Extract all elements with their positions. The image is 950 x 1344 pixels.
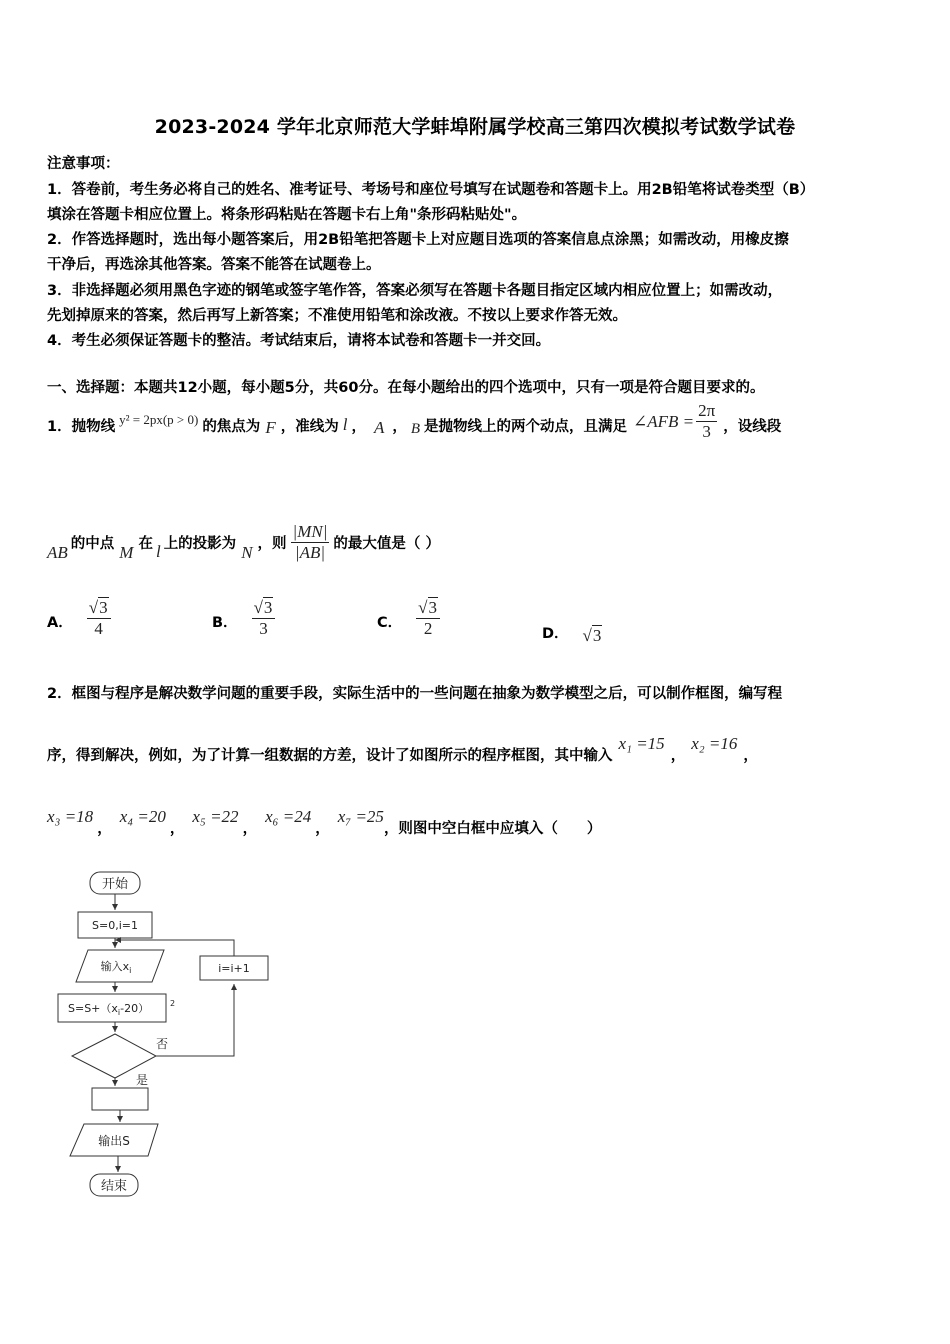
- option-b-radicand: 3: [263, 598, 273, 617]
- option-d-radicand: 3: [592, 625, 602, 645]
- q1-text: 上的投影为: [163, 535, 237, 552]
- q1-angle-AFB: ∠AFB =: [633, 412, 695, 431]
- q1-focus-F: F: [265, 418, 276, 437]
- q1-text: ，: [392, 418, 407, 435]
- option-a-radicand: 3: [99, 598, 108, 617]
- q1-text: ，准线为: [280, 418, 339, 435]
- flow-update-post: -20）: [120, 1002, 150, 1015]
- flow-end-label: 结束: [100, 1179, 128, 1194]
- q1-directrix-l: l: [155, 542, 161, 561]
- flow-no-label: 否: [156, 1037, 169, 1051]
- q2-x3: x₃ =18: [47, 807, 94, 826]
- flow-input-label: [101, 959, 132, 975]
- option-c[interactable]: [377, 598, 440, 639]
- flow-yes-label: 是: [136, 1073, 149, 1087]
- q1-text: 的焦点为: [202, 418, 261, 435]
- q1-projection-N: N: [241, 543, 253, 562]
- q2-separator: ，: [242, 820, 258, 837]
- flow-decision-diamond: [72, 1034, 156, 1078]
- flow-increment-label: i=i+1: [218, 962, 250, 975]
- option-d[interactable]: [542, 622, 602, 643]
- q1-text: ，则: [257, 535, 287, 552]
- notice-heading: 注意事项：: [47, 156, 120, 172]
- q1-point-A: A: [373, 418, 385, 437]
- flow-update-subscript: i: [117, 1008, 121, 1017]
- question-2-line-2: [47, 730, 758, 766]
- question-2-line-3: [47, 803, 601, 839]
- q1-directrix-l: l: [342, 415, 348, 434]
- q2-x2: x₂ =16: [691, 734, 738, 753]
- q2-separator: ，: [97, 820, 112, 837]
- option-c-radicand: 3: [428, 598, 437, 617]
- q1-angle-denominator: 3: [702, 421, 711, 441]
- q1-parabola-equation: y² = 2px(p > 0): [119, 412, 199, 427]
- q2-x1: x₁ =15: [618, 734, 665, 753]
- q1-text: ，设线段: [723, 418, 782, 435]
- q1-text: 的中点: [70, 535, 115, 552]
- q1-text: 1．抛物线: [47, 418, 116, 435]
- notice-line: 3．非选择题必须用黑色字迹的钢笔或签字笔作答，答案必须写在答题卡各题目指定区域内相应位置上；如需改动，: [47, 283, 783, 299]
- q1-angle-fraction: [696, 401, 717, 442]
- q1-ratio-fraction: [291, 522, 330, 563]
- q1-segment-AB: AB: [47, 543, 68, 562]
- q1-point-B: B: [410, 420, 420, 437]
- q1-text: 的最大值是（ ）: [333, 535, 440, 552]
- q1-text: 是抛物线上的两个动点，且满足: [424, 418, 627, 435]
- option-a-numerator: √3: [87, 598, 111, 619]
- flow-input-subscript: i: [129, 966, 132, 975]
- question-1-line-2: [47, 512, 440, 572]
- flow-update-label: [68, 1002, 149, 1017]
- q2-separator: ，: [169, 820, 185, 837]
- flow-blank-box[interactable]: [92, 1088, 148, 1110]
- notice-line: 1．答卷前，考生务必将自己的姓名、准考证号、考场号和座位号填写在试题卷和答题卡上。用2B铅笔将试卷类型（B）: [47, 182, 815, 198]
- q2-text: ，则图中空白框中应填入（ ）: [383, 820, 602, 837]
- flow-output-label: 输出S: [98, 1134, 130, 1148]
- option-c-value: [416, 598, 440, 639]
- q1-ratio-numerator: |MN|: [292, 521, 328, 541]
- option-a-denominator: 4: [94, 619, 103, 638]
- notice-line: 2．作答选择题时，选出每小题答案后，用2B铅笔把答题卡上对应题目选项的答案信息点涂黑；如需改动，用橡皮擦: [47, 232, 789, 248]
- q2-separator: ，: [670, 747, 686, 764]
- q2-text: 序，得到解决，例如，为了计算一组数据的方差，设计了如图所示的程序框图，其中输入: [47, 747, 613, 764]
- option-b-label: B．: [212, 615, 238, 631]
- option-d-label: D．: [542, 626, 569, 642]
- notice-line: 干净后，再选涂其他答案。答案不能答在试题卷上。: [47, 257, 381, 273]
- q2-separator: ，: [743, 747, 758, 764]
- q2-separator: ，: [315, 820, 330, 837]
- notice-line: 4．考生必须保证答题卡的整洁。考试结束后，请将本试卷和答题卡一并交回。: [47, 333, 551, 349]
- exam-title: 2023-2024 学年北京师范大学蚌埠附属学校高三第四次模拟考试数学试卷: [154, 116, 796, 138]
- option-c-numerator: √3: [416, 598, 440, 619]
- q1-text: 在: [138, 535, 153, 552]
- option-b-numerator: √3: [252, 598, 276, 619]
- q1-midpoint-M: M: [119, 543, 134, 562]
- q2-x4: x₄ =20: [119, 807, 166, 826]
- flow-input-text: 输入x: [100, 960, 130, 973]
- flow-init-label: S=0,i=1: [92, 919, 138, 932]
- option-a-label: A．: [47, 615, 73, 631]
- q2-x6: x₆ =24: [265, 807, 312, 826]
- option-b-denominator: 3: [259, 619, 268, 638]
- q2-x5: x₅ =22: [192, 807, 239, 826]
- option-a-value: [87, 598, 111, 639]
- q2-x7: x₇ =25: [337, 807, 384, 826]
- section-heading: 一、选择题：本题共12小题，每小题5分，共60分。在每小题给出的四个选项中，只有一项是符合题目要求的。: [47, 380, 765, 396]
- option-c-label: C．: [377, 615, 403, 631]
- flow-start-label: 开始: [101, 877, 129, 892]
- q1-angle-numerator: 2π: [698, 400, 716, 420]
- option-d-value: √3: [582, 625, 602, 645]
- notice-line: 填涂在答题卡相应位置上。将条形码粘贴在答题卡右上角"条形码粘贴处"。: [47, 207, 527, 223]
- question-2-line-1: 2．框图与程序是解决数学问题的重要手段，实际生活中的一些问题在抽象为数学模型之后，可以制作框图，编写程: [47, 686, 783, 702]
- flow-update-pre: S=S+（x: [68, 1002, 118, 1015]
- q1-text: ，: [351, 418, 366, 435]
- flowchart: [50, 866, 350, 1206]
- option-c-denominator: 2: [423, 619, 433, 638]
- option-b-value: [252, 598, 276, 639]
- option-a[interactable]: [47, 598, 111, 639]
- flow-update-exponent: 2: [170, 999, 176, 1008]
- option-b[interactable]: [212, 598, 275, 639]
- notice-line: 先划掉原来的答案，然后再写上新答案；不准使用铅笔和涂改液。不按以上要求作答无效。: [47, 308, 627, 324]
- question-1-line-1: [47, 400, 782, 445]
- q1-ratio-denominator: |AB|: [294, 542, 326, 562]
